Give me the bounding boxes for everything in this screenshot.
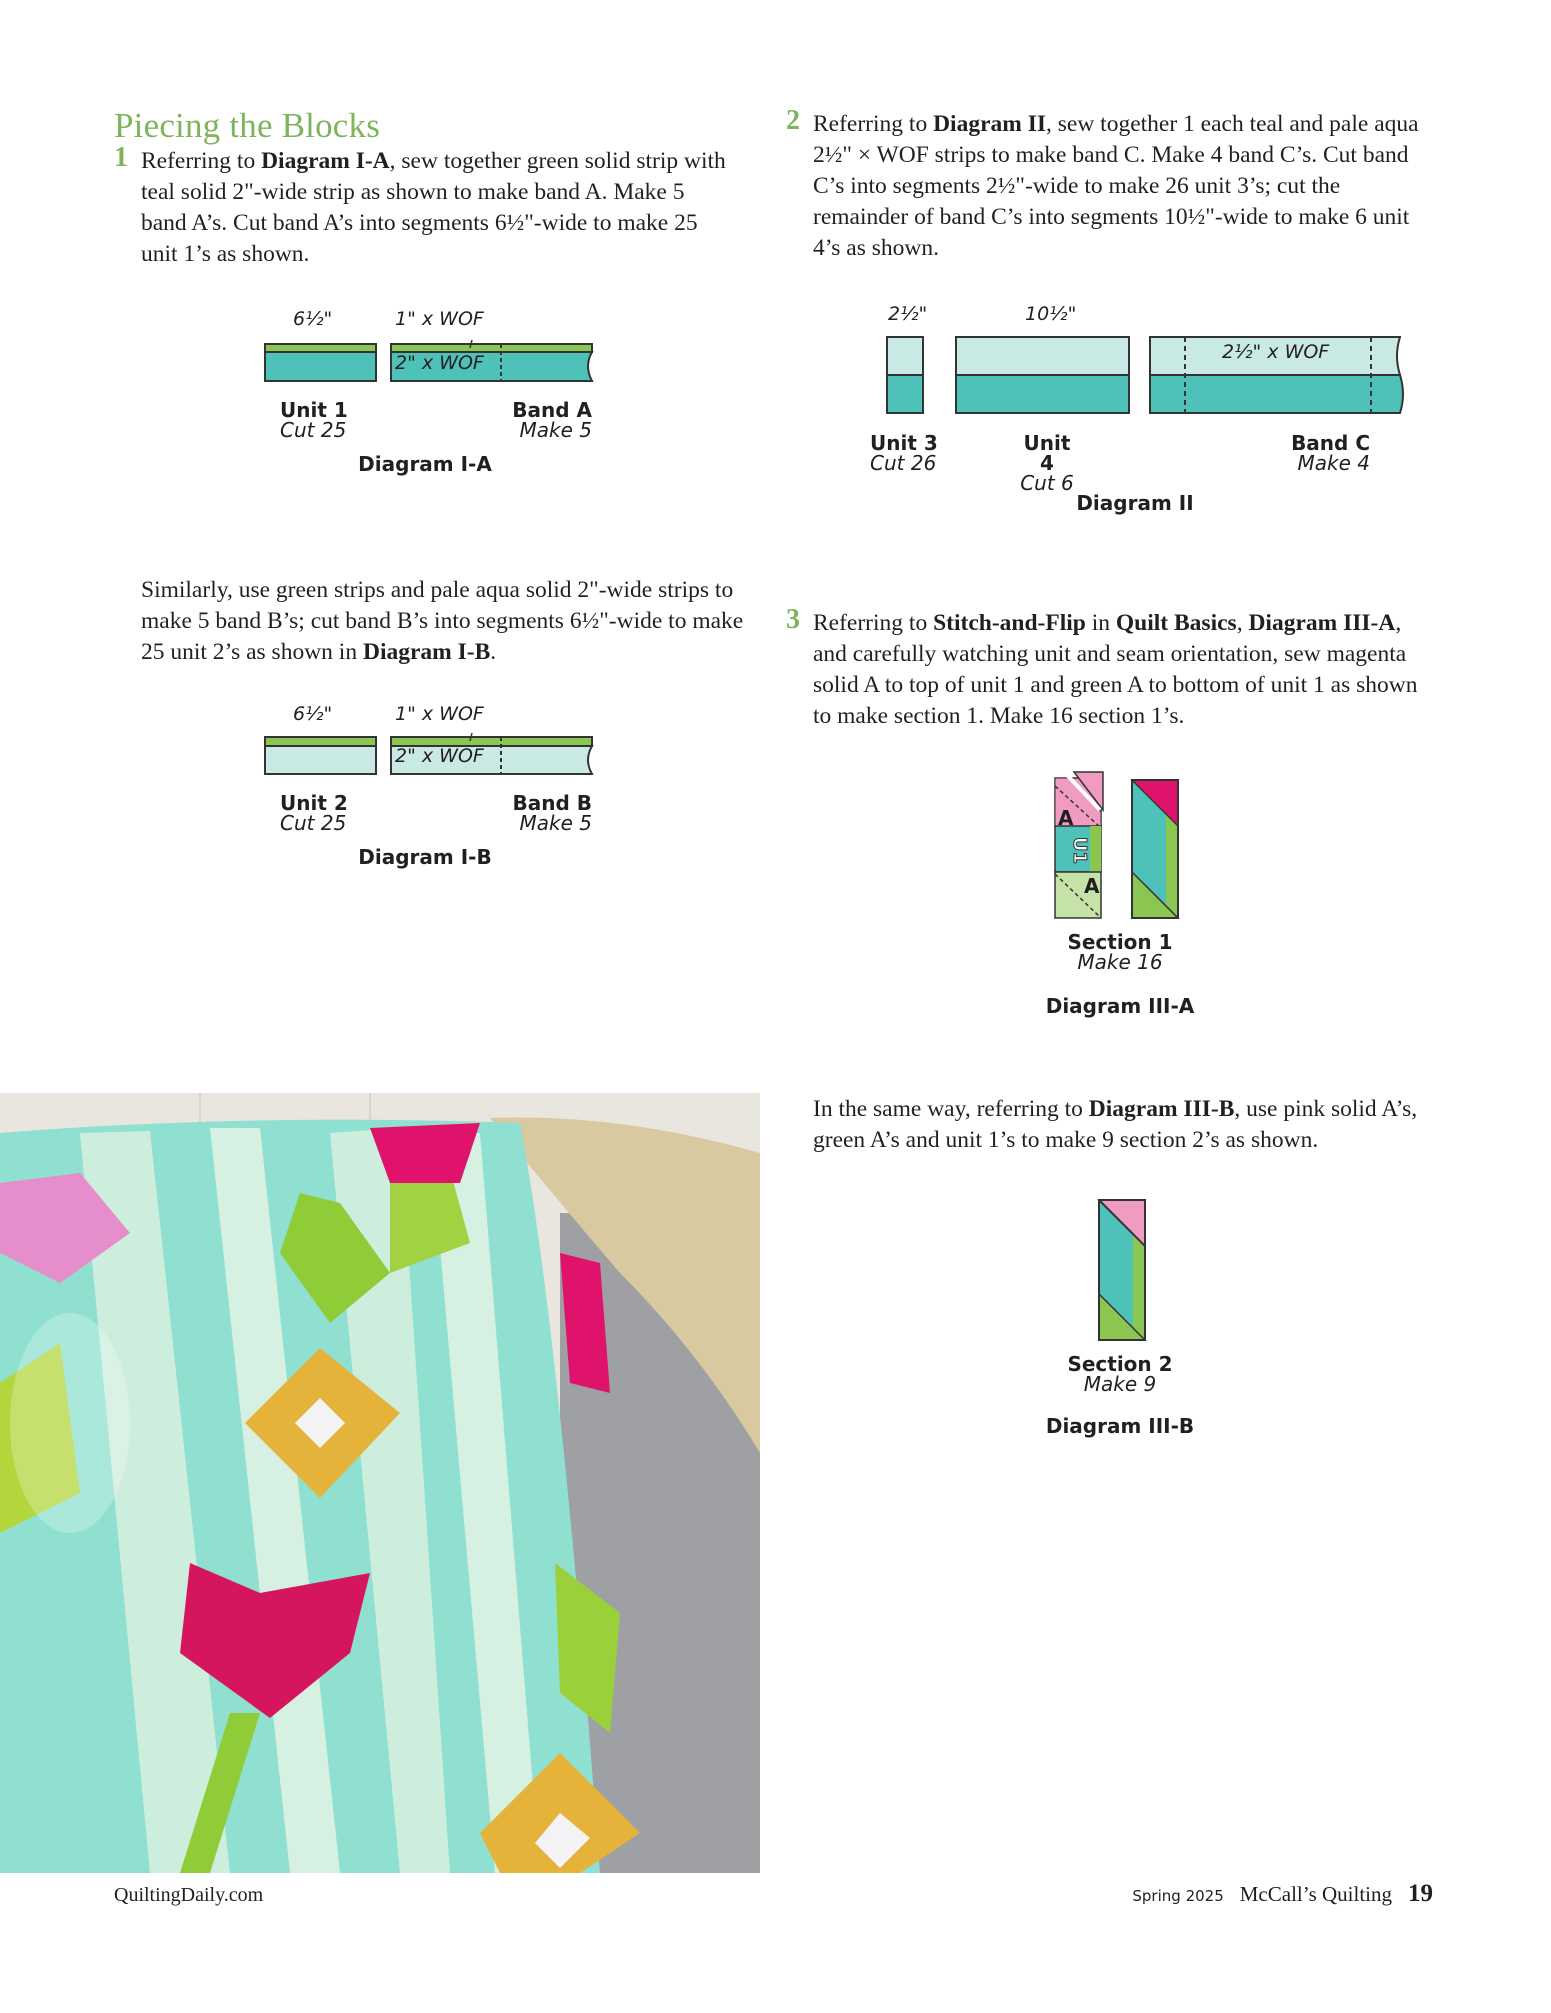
text-run: , use pink solid A’s, green A’s and unit 1’s to make 9 section 2’s as shown.	[813, 1096, 1418, 1153]
text-run: In the same way, referring to	[813, 1096, 1089, 1122]
band-sub: Make 5	[519, 811, 592, 835]
step-number: 2	[786, 105, 800, 136]
text-run: in	[1085, 610, 1116, 636]
section-1-label	[1020, 932, 1220, 972]
step-3-text	[786, 608, 1436, 732]
unit-3-shape	[887, 337, 923, 413]
label-a-bottom: A	[1084, 874, 1100, 898]
dim-bottom-strip: 2" x WOF	[395, 745, 484, 767]
paragraph-text	[813, 1094, 1453, 1156]
diagram-1a	[250, 300, 600, 480]
band-b-label	[508, 793, 592, 833]
footer-website[interactable]: QuiltingDaily.com	[114, 1884, 264, 1906]
unit-1-shape	[265, 344, 376, 381]
diagram-3b-shapes	[1020, 1170, 1220, 1350]
diagram-3a-shapes	[1020, 770, 1220, 920]
dim-unit: 6½"	[293, 703, 333, 725]
unit-sub: Cut 25	[280, 418, 347, 442]
bold-reference: Diagram II	[933, 111, 1046, 137]
diagram-title: Diagram I-A	[358, 452, 492, 476]
text-run: Referring to	[813, 610, 934, 636]
label-a-top: A	[1058, 806, 1074, 830]
footer-page-number: 19	[1408, 1880, 1433, 1907]
unit-1-label	[280, 400, 348, 440]
text-run: , sew together 1 each teal and pale aqua 2½" × WOF strips to make band C. Make 4 band C’s. Cut band C’s into segments 2½"-wide to make 26 unit 3’s; cut the remainder of band C’s into segments 10½"-wide to make 6 unit 4’s as shown.	[813, 111, 1419, 261]
diagram-title: Diagram I-B	[358, 845, 492, 869]
text-run: .	[490, 639, 497, 665]
unit-name: Unit 3	[870, 431, 938, 455]
bold-reference: Diagram III-A	[1248, 610, 1396, 636]
dim-unit: 6½"	[293, 308, 333, 330]
unit-sub: Cut 6	[1020, 471, 1074, 495]
unit-2-shape	[265, 737, 376, 774]
section-sub: Make 9	[1083, 1372, 1157, 1396]
unit-name: Unit 1	[280, 398, 348, 422]
step-2-text	[786, 109, 1426, 264]
paragraph-same-way	[813, 1094, 1453, 1156]
bold-reference: Stitch-and-Flip	[933, 610, 1086, 636]
text-run: Referring to	[141, 148, 262, 174]
unit-3-label	[870, 433, 938, 473]
text-run: ,	[1236, 610, 1249, 636]
dim-unit3: 2½"	[888, 303, 928, 325]
label-u1: U1	[1069, 836, 1091, 865]
quilt-photo-art	[0, 1093, 760, 1873]
dim-top-strip: 1" x WOF	[395, 703, 484, 725]
dim-bottom-strip: 2" x WOF	[395, 352, 484, 374]
unit-sub: Cut 26	[870, 451, 937, 475]
bold-reference: Diagram I-A	[261, 148, 390, 174]
step-1-text	[114, 146, 734, 270]
unit-name: Unit 4	[1023, 431, 1071, 475]
paragraph-text	[141, 575, 751, 668]
text-run: Referring to	[813, 111, 934, 137]
diagram-title: Diagram II	[1076, 491, 1194, 515]
band-name: Band A	[512, 398, 592, 422]
bold-reference: Quilt Basics	[1115, 610, 1237, 636]
step-number: 1	[114, 142, 128, 173]
text-run: , sew together green solid strip with teal solid 2"-wide strip as shown to make band A. Make 5 band A’s. Cut band A’s into segments 6½"-wide to make 25 unit 1’s as shown.	[141, 148, 726, 267]
band-name: Band B	[512, 791, 592, 815]
unit-sub: Cut 25	[280, 811, 347, 835]
unit-4-label	[1014, 433, 1080, 493]
section-name: Section 1	[1067, 930, 1173, 954]
bold-reference: Diagram I-B	[362, 639, 491, 665]
band-a-label	[508, 400, 592, 440]
text-run: Similarly, use green strips and pale aqua solid 2"-wide strips to make 5 band B’s; cut band B’s into segments 6½"-wide to make 25 unit 2’s as shown in	[141, 577, 744, 665]
unit-2-label	[280, 793, 348, 833]
step-3	[786, 604, 1436, 732]
step-2	[786, 105, 1426, 264]
diagram-title: Diagram III-A	[1045, 994, 1195, 1018]
text-run: , and carefully watching unit and seam orientation, sew magenta solid A to top of unit 1 and green A to bottom of unit 1 as shown to make section 1. Make 16 section 1’s.	[813, 610, 1418, 729]
section-2-label	[1020, 1354, 1220, 1394]
footer-magazine: McCall’s Quilting	[1239, 1882, 1392, 1906]
section-sub: Make 16	[1077, 950, 1163, 974]
diagram-2	[860, 295, 1410, 525]
step-number: 3	[786, 604, 800, 635]
diagram-3b	[1020, 1170, 1220, 1440]
bold-reference: Diagram III-B	[1088, 1096, 1235, 1122]
band-sub: Make 4	[1297, 451, 1370, 475]
step-1	[114, 142, 734, 270]
diagram-1a-shapes	[250, 300, 600, 400]
dim-top-strip: 1" x WOF	[395, 308, 484, 330]
quilt-photo	[0, 1093, 760, 1873]
unit-name: Unit 2	[280, 791, 348, 815]
section-1-finished	[1132, 780, 1178, 918]
band-name: Band C	[1291, 431, 1370, 455]
section-heading: Piecing the Blocks	[114, 106, 381, 145]
band-c-label	[1290, 433, 1370, 473]
dim-band: 2½" x WOF	[1222, 341, 1330, 363]
diagram-title: Diagram III-B	[1045, 1414, 1195, 1438]
band-sub: Make 5	[519, 418, 592, 442]
paragraph-similarly	[141, 575, 751, 668]
unit-4-shape	[956, 337, 1129, 413]
section-name: Section 2	[1067, 1352, 1173, 1376]
footer-right	[1132, 1880, 1433, 1908]
dim-unit4: 10½"	[1025, 303, 1077, 325]
diagram-1b	[250, 695, 600, 875]
footer-issue: Spring 2025	[1132, 1887, 1224, 1905]
diagram-3a	[1020, 770, 1220, 1030]
